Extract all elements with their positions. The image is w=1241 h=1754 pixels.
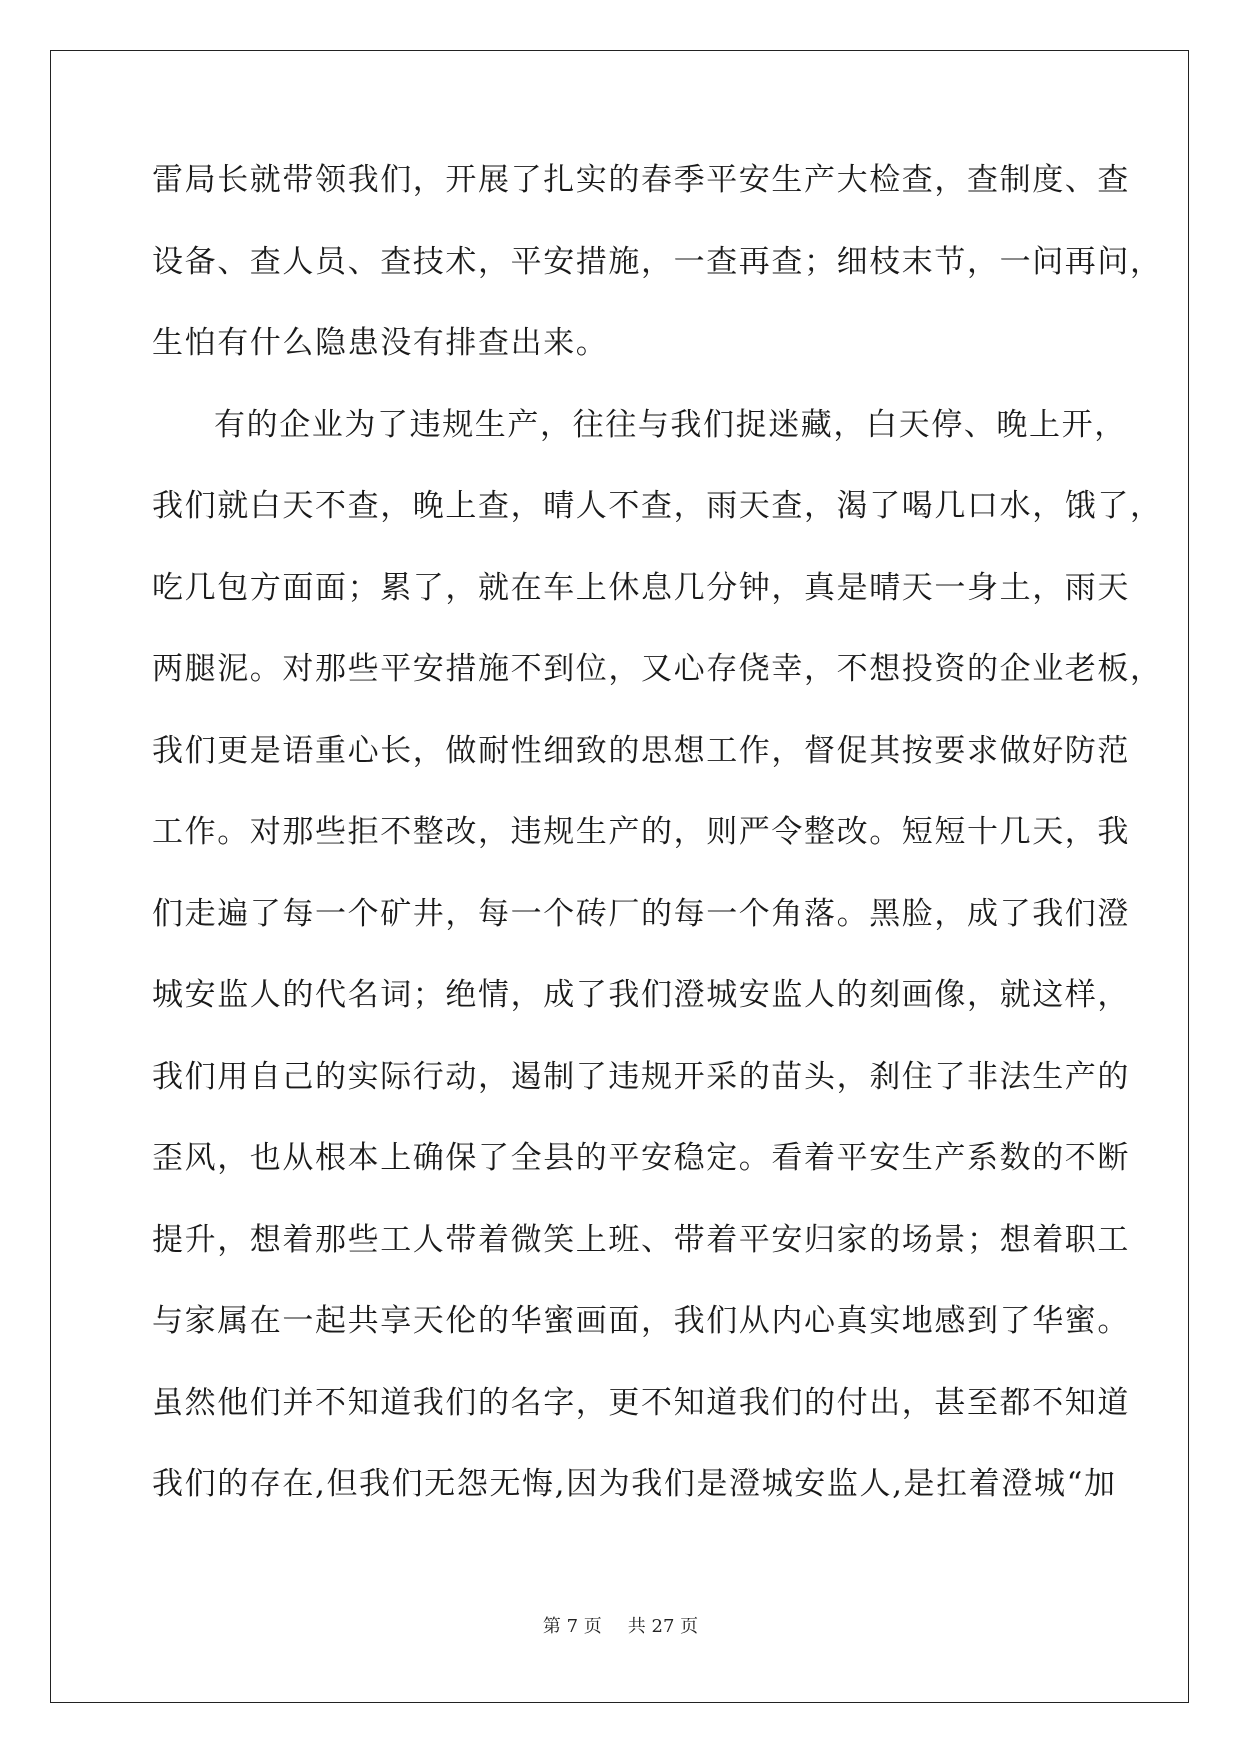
text-line-4: 有的企业为了违规生产，往往与我们捉迷藏，白天停、晚上开，: [214, 406, 1127, 443]
text-line-7: 两腿泥。对那些平安措施不到位，又心存侥幸，不想投资的企业老板，: [152, 651, 1163, 687]
text-line-3: 生怕有什么隐患没有排查出来。: [152, 325, 609, 361]
page-number: 第 7 页: [542, 1616, 602, 1637]
text-line-5: 我们就白天不查，晚上查，晴人不查，雨天查，渴了喝几口水，饿了，: [152, 488, 1163, 524]
text-line-12: 我们用自己的实际行动，遏制了违规开采的苗头，刹住了非法生产的: [152, 1058, 1130, 1095]
text-line-10: 们走遍了每一个矿井，每一个砖厂的每一个角落。黑脸，成了我们澄: [152, 895, 1130, 932]
text-line-16: 虽然他们并不知道我们的名字，更不知道我们的付出，甚至都不知道: [152, 1384, 1130, 1421]
text-line-1: 雷局长就带领我们，开展了扎实的春季平安生产大检查，查制度、查: [152, 162, 1130, 198]
text-line-11: 城安监人的代名词；绝情，成了我们澄城安监人的刻画像，就这样，: [152, 977, 1130, 1013]
text-line-17: 我们的存在,但我们无怨无悔,因为我们是澄城安监人,是扛着澄城“加: [152, 1466, 1117, 1502]
page-footer: [0, 1616, 1241, 1638]
text-line-15: 与家属在一起共享天伦的华蜜画面，我们从内心真实地感到了华蜜。: [152, 1303, 1130, 1339]
text-line-2: 设备、查人员、查技术，平安措施，一查再查；细枝末节，一问再问，: [152, 243, 1163, 280]
text-line-8: 我们更是语重心长，做耐性细致的思想工作，督促其按要求做好防范: [152, 732, 1130, 769]
text-line-6: 吃几包方面面；累了，就在车上休息几分钟，真是晴天一身土，雨天: [152, 569, 1130, 606]
text-line-9: 工作。对那些拒不整改，违规生产的，则严令整改。短短十几天，我: [152, 814, 1130, 850]
page-total: 共 27 页: [627, 1616, 699, 1637]
text-line-13: 歪风，也从根本上确保了全县的平安稳定。看着平安生产系数的不断: [152, 1140, 1130, 1176]
text-line-14: 提升，想着那些工人带着微笑上班、带着平安归家的场景；想着职工: [152, 1221, 1130, 1258]
document-body: [152, 160, 1163, 1546]
